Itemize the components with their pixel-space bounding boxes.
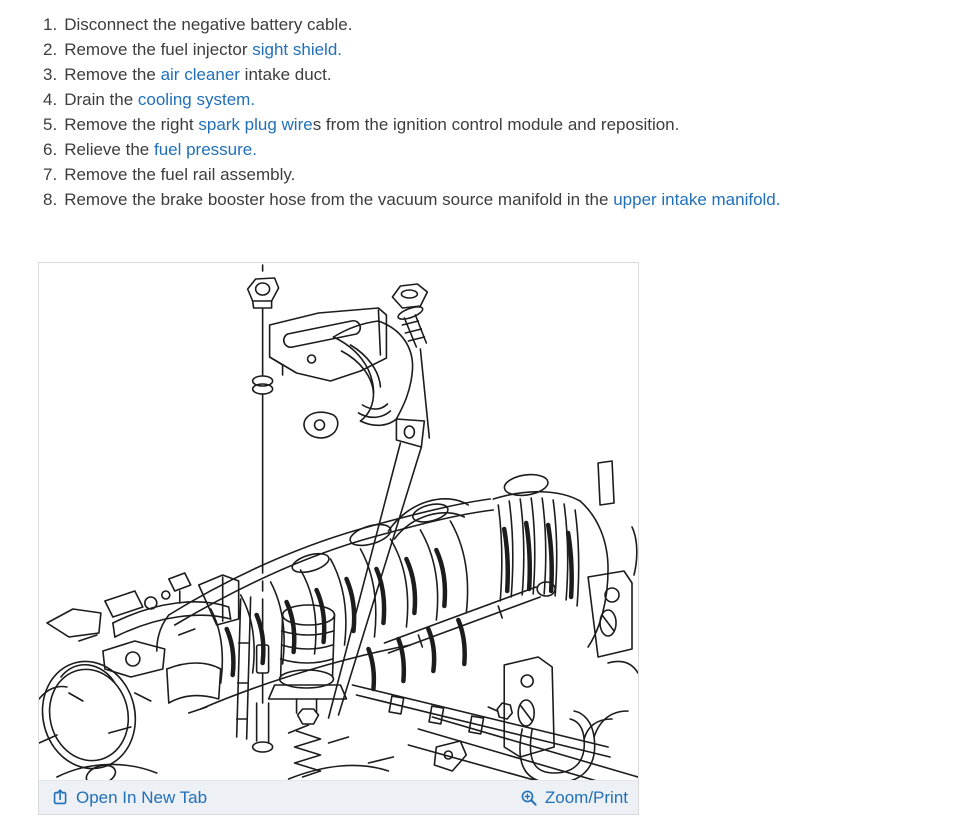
step-link[interactable]: upper intake manifold. — [613, 190, 781, 209]
zoom-print-label: Zoom/Print — [544, 787, 628, 807]
open-in-new-tab-label: Open In New Tab — [76, 787, 208, 807]
procedure-step — [43, 62, 780, 87]
procedure-step — [43, 162, 780, 187]
step-text: Remove the right — [64, 115, 199, 134]
step-number: 8. — [43, 190, 58, 209]
figure-panel — [38, 262, 639, 815]
figure-toolbar — [39, 780, 638, 814]
step-text: s from the ignition control module and reposition. — [312, 115, 680, 134]
step-text: intake duct. — [239, 65, 332, 84]
step-text: Remove the fuel injector — [64, 40, 253, 59]
step-text: Disconnect the negative battery cable. — [64, 15, 353, 34]
procedure-step — [43, 187, 780, 212]
step-link[interactable]: cooling system. — [137, 90, 256, 109]
step-link[interactable]: spark plug wire — [198, 115, 313, 134]
step-text: Remove the — [64, 65, 161, 84]
step-text: Drain the — [64, 90, 138, 109]
step-text: Relieve the — [64, 140, 154, 159]
open-in-new-tab-link[interactable] — [52, 788, 207, 808]
step-number: 4. — [43, 90, 58, 109]
procedure-list — [43, 12, 780, 212]
step-number: 1. — [43, 15, 58, 34]
step-number: 6. — [43, 140, 58, 159]
step-link[interactable]: fuel pressure. — [153, 140, 257, 159]
magnifier-plus-icon — [520, 789, 538, 807]
step-link[interactable]: sight shield. — [252, 40, 343, 59]
procedure-step — [43, 137, 780, 162]
step-number: 3. — [43, 65, 58, 84]
figure-image-area — [39, 263, 638, 780]
procedure-step — [43, 112, 780, 137]
zoom-print-link[interactable] — [520, 788, 628, 808]
open-in-new-tab-icon — [52, 789, 69, 806]
engine-line-drawing-sight-shield — [39, 263, 638, 780]
step-number: 5. — [43, 115, 58, 134]
procedure-step — [43, 12, 780, 37]
procedure-step — [43, 37, 780, 62]
step-text: Remove the brake booster hose from the vacuum source manifold in the — [64, 190, 614, 209]
step-link[interactable]: air cleaner — [160, 65, 240, 84]
step-text: Remove the fuel rail assembly. — [64, 165, 296, 184]
step-number: 2. — [43, 40, 58, 59]
step-number: 7. — [43, 165, 58, 184]
procedure-step — [43, 87, 780, 112]
